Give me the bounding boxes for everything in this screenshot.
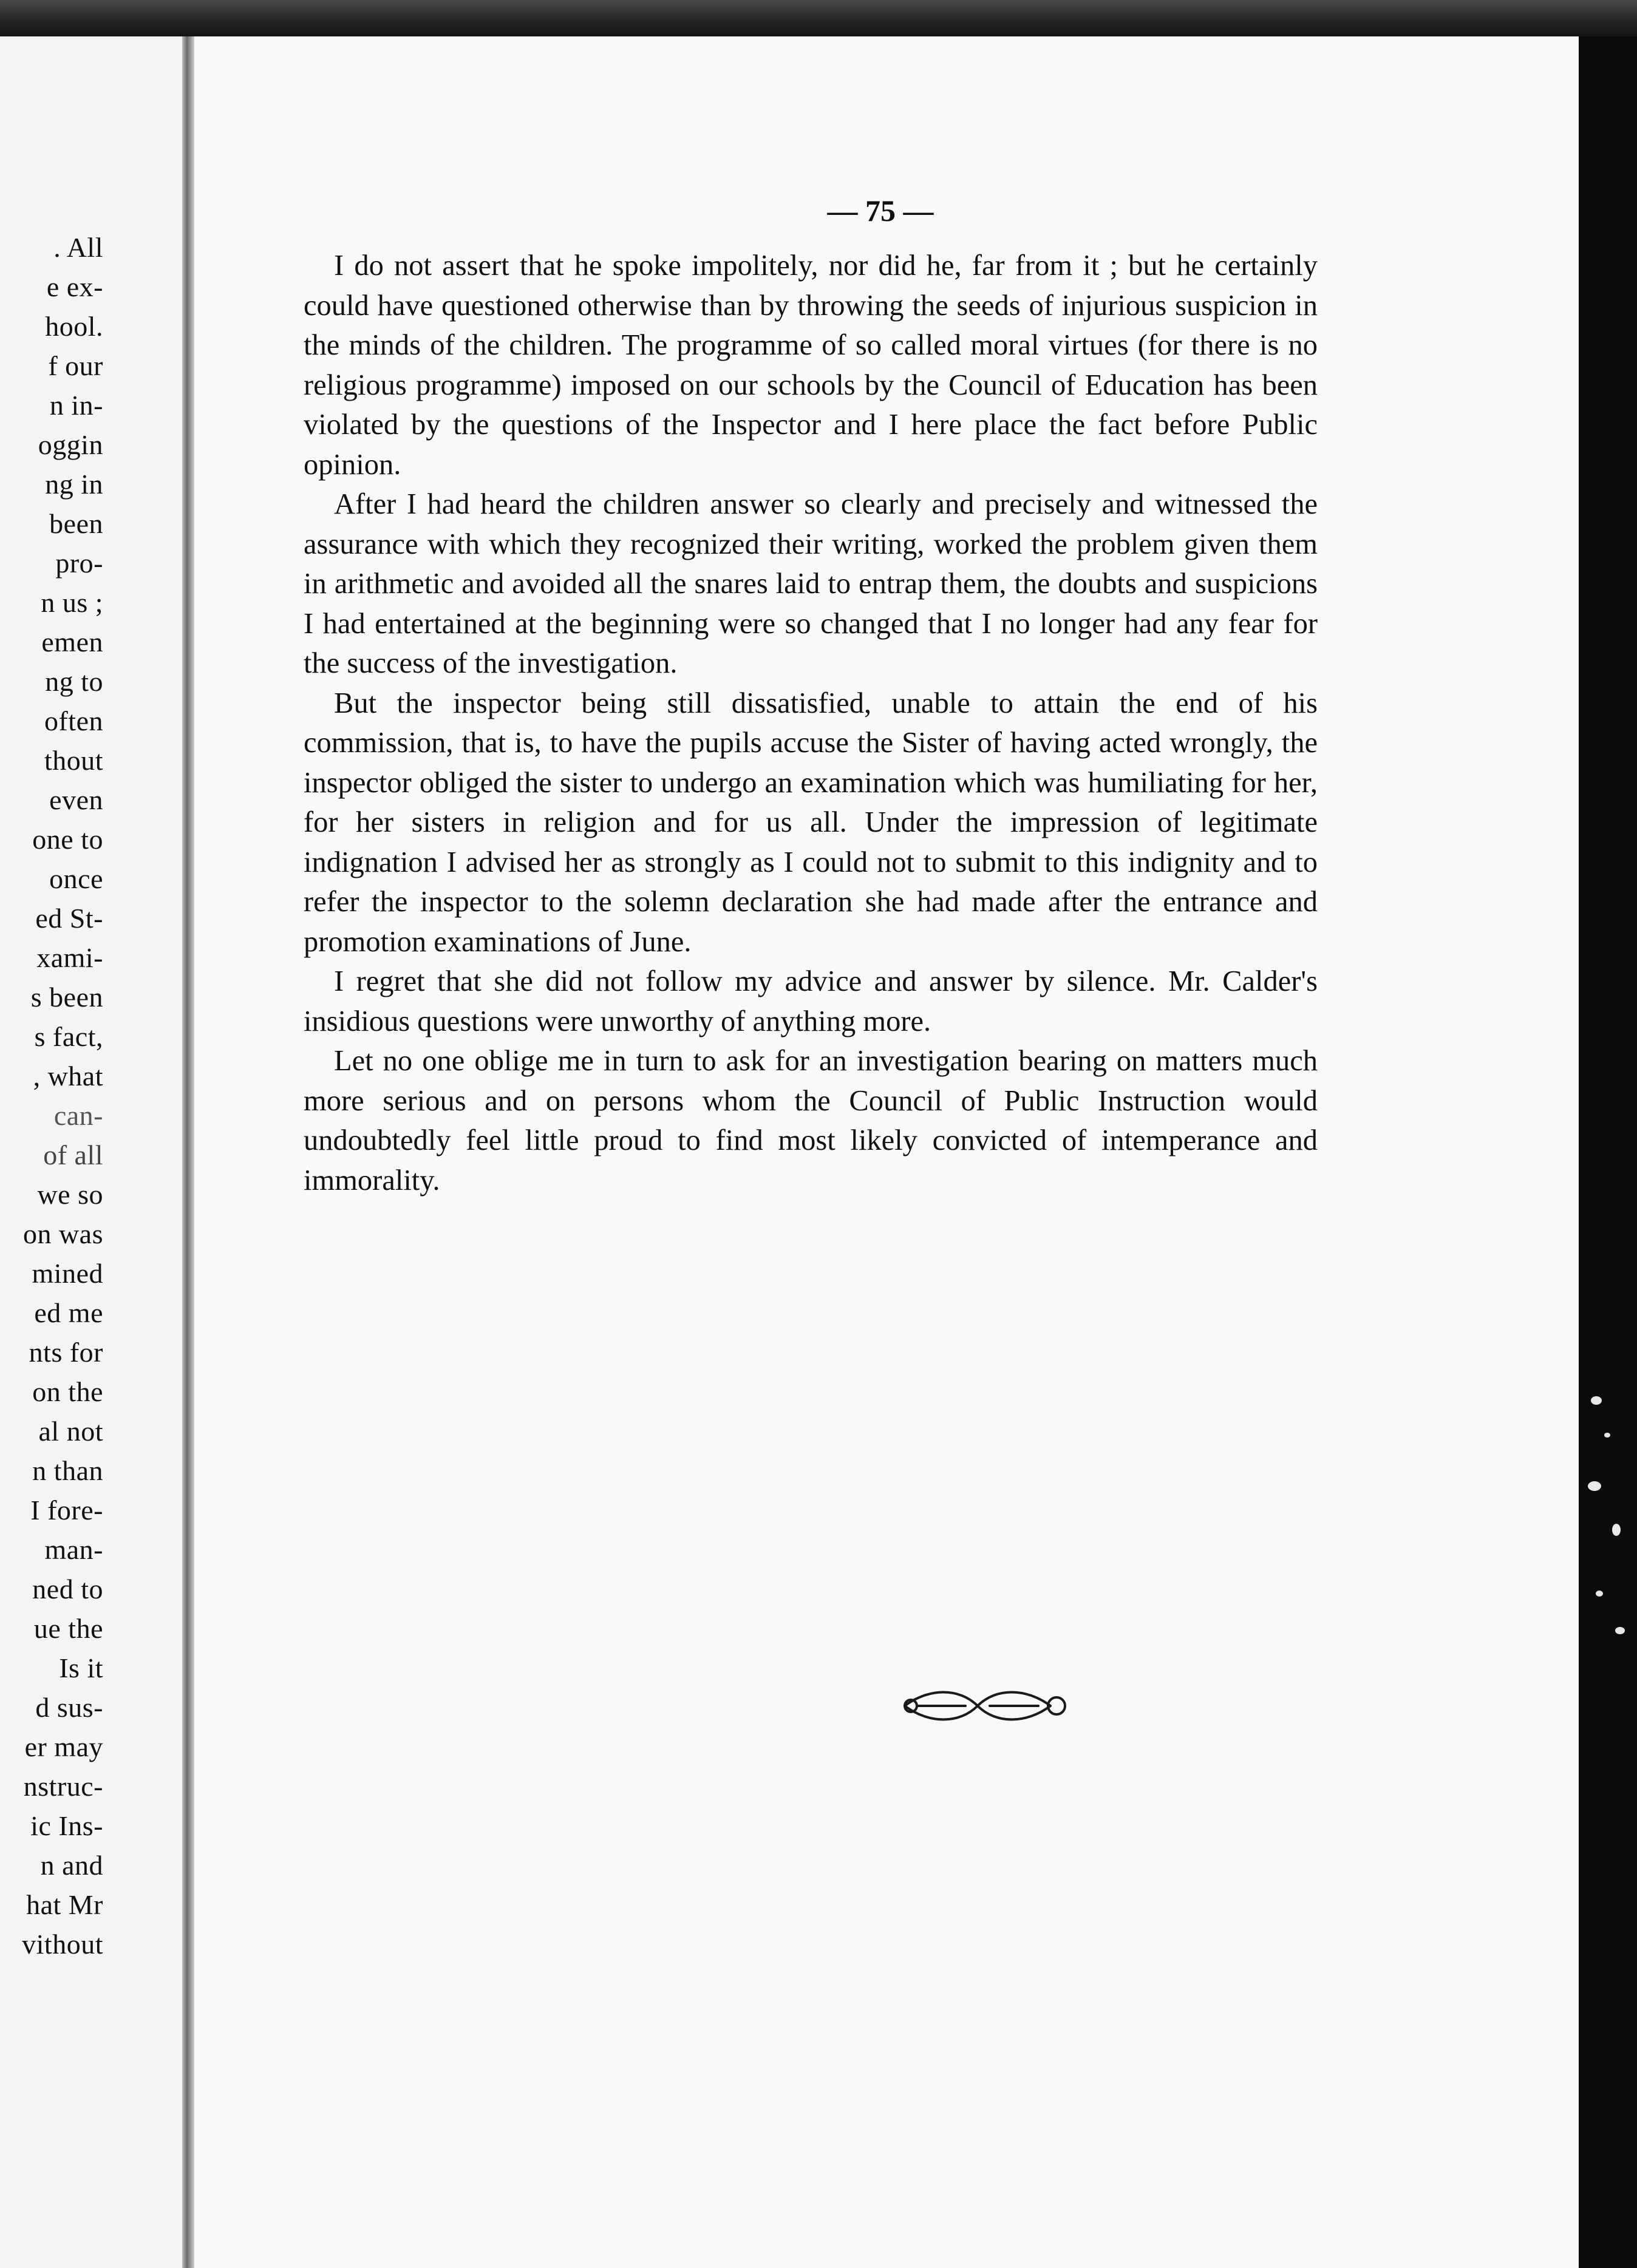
left-line: f our [48, 350, 103, 381]
left-line: one to [32, 824, 103, 855]
left-facing-page [0, 36, 182, 2268]
left-line: mined [32, 1258, 103, 1289]
left-line: hat Mr [26, 1889, 103, 1920]
paragraph: After I had heard the children answer so clearly and precisely and witnessed the assurance with which they recognized their writing, worked the problem given them in arithmetic and avoided all the snares laid to entrap them, the doubts and suspicions I had entertained at the beginning were so changed that I no longer had any fear for the success of the investigation. [304, 488, 1318, 679]
left-line: vithout [22, 1929, 103, 1960]
left-line: often [44, 705, 103, 736]
paragraph: But the inspector being still dissatisfied, unable to attain the end of his commission, that is, to have the pupils accuse the Sister of having acted wrongly, the inspector obliged the sister to undergo an examination which was humiliating for her, for her sisters in religion and for us all. Under the impression of legitimate indignation I advised her as strongly as I could not to submit to this indignity and to refer the inspector to the solemn declaration she had made after the entrance and promotion examinations of June. [304, 687, 1318, 958]
left-line: on the [32, 1376, 103, 1407]
speckle [1596, 1591, 1603, 1597]
paragraph: I do not assert that he spoke impolitely, nor did he, far from it ; but he certainly could have questioned otherwise than by throwing the seeds of injurious suspicion in the minds of the children. The programme of so called moral virtues (for there is no religious programme) imposed on our schools by the Council of Education has been violated by the questions of the Inspector and I here place the fact before Public opinion. [304, 250, 1318, 481]
left-line: , what [33, 1061, 103, 1092]
left-line: once [49, 863, 103, 894]
page-number: — 75 — [827, 194, 934, 228]
paragraph: I regret that she did not follow my advice and answer by silence. Mr. Calder's insidious questions were unworthy of anything more. [304, 965, 1318, 1037]
left-line: man- [44, 1534, 103, 1565]
left-line: ed me [34, 1297, 103, 1328]
left-line: ic Ins- [30, 1810, 103, 1841]
left-line: s fact, [34, 1021, 103, 1052]
left-line: e ex- [46, 271, 103, 302]
left-line: n than [32, 1455, 103, 1486]
right-scan-edge [1579, 36, 1637, 2268]
left-line: er may [24, 1731, 103, 1762]
left-line: we so [37, 1179, 103, 1210]
left-line: al not [38, 1416, 103, 1447]
speckle [1604, 1433, 1610, 1438]
left-line: n us ; [41, 587, 103, 618]
left-line: ed St- [35, 903, 103, 934]
left-line: xami- [36, 942, 103, 973]
left-line: nts for [29, 1337, 103, 1368]
left-line: been [49, 508, 103, 539]
left-line: ue the [33, 1613, 103, 1644]
left-line: s been [30, 982, 103, 1013]
left-line: pro- [55, 548, 103, 579]
left-line: can- [53, 1100, 103, 1131]
end-ornament-icon [893, 1682, 1075, 1730]
left-line: of all [43, 1139, 103, 1170]
left-line: ng to [45, 666, 103, 697]
paragraph: Let no one oblige me in turn to ask for an investigation bearing on matters much more serious and on persons whom the Council of Public Instruction would undoubtedly feel little proud to find most likely convicted of intemperance and immorality. [304, 1045, 1318, 1197]
left-line: ng in [45, 469, 103, 500]
book-gutter [182, 36, 194, 2268]
speckle [1612, 1524, 1621, 1536]
left-line: Is it [59, 1652, 103, 1683]
left-line: I fore- [30, 1495, 103, 1526]
left-line: d sus- [35, 1692, 103, 1723]
left-line: thout [44, 745, 103, 776]
left-line: on was [22, 1218, 103, 1249]
speckle [1615, 1627, 1625, 1634]
main-page [194, 36, 1585, 2268]
left-line: emen [41, 626, 103, 657]
left-line: even [49, 784, 103, 815]
left-line: ned to [32, 1574, 103, 1604]
body-text [304, 246, 1318, 1200]
left-line: n in- [49, 390, 103, 421]
speckle [1588, 1481, 1601, 1491]
left-line: . All [53, 232, 103, 263]
left-line: n and [40, 1850, 103, 1881]
left-line: hool. [45, 311, 103, 342]
left-line: nstruc- [23, 1771, 103, 1802]
speckle [1591, 1396, 1602, 1405]
left-line: oggin [38, 429, 103, 460]
